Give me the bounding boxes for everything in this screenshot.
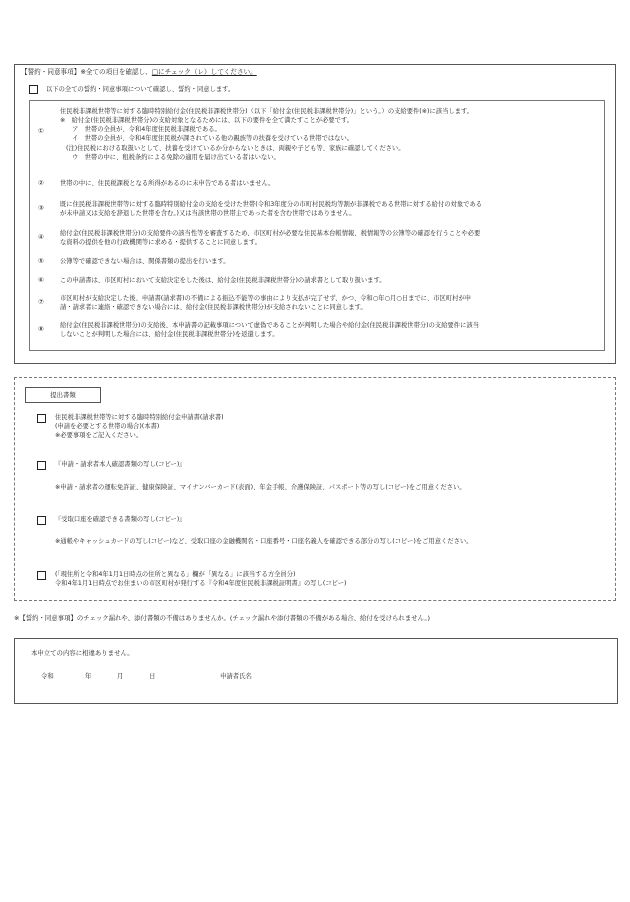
- item-line: (注)住民税における取扱いとして、扶養を受けているか分からないときは、両親や子ども等、家族に確認してください。: [66, 144, 405, 152]
- item-number: ⑤: [38, 257, 44, 265]
- declaration-statement: 本申立ての内容に相違ありません。: [31, 649, 134, 657]
- oath-items-box: [29, 100, 605, 351]
- documents-section: [14, 377, 616, 601]
- item-line: が未申請又は支給を辞退した世帯を含む。)又は当該世帯の世帯主であった者を含む世帯ではありません。: [60, 210, 356, 218]
- agree-all-label: 以下の全ての誓約・同意事項について確認し、誓約・同意します。: [46, 86, 235, 93]
- agree-all-row[interactable]: [29, 85, 234, 94]
- item-number: ⑧: [38, 325, 44, 333]
- item-number: ②: [38, 179, 44, 187]
- item-text: [60, 229, 596, 247]
- item-line: ア 世帯の全員が、令和4年度住民税非課税である。: [72, 126, 221, 134]
- item-line: ※ 給付金(住民税非課税世帯分)の支給対象となるためには、以下の要件を全て満たすことが必要です。: [60, 117, 354, 125]
- oath-title-instruction: □にチェック（レ）してください。: [151, 68, 257, 76]
- document-line: (申請を必要とする世帯の場合)(本書): [55, 423, 160, 431]
- oath-title: [21, 68, 257, 78]
- item-line: 世帯の中に、住民税課税となる所得があるのに未申告である者はいません。: [60, 180, 275, 187]
- item-number: ⑦: [38, 298, 44, 306]
- item-line: ウ 世帯の中に、租税条約による免除の適用を届け出ている者はいない。: [72, 153, 280, 161]
- date-month: 月: [117, 672, 124, 680]
- oath-section: [14, 64, 616, 364]
- item-text: [60, 294, 596, 312]
- item-line: しないことが判明した場合には、給付金(住民税非課税世帯分)を返還します。: [60, 331, 279, 339]
- document-text: [55, 515, 601, 524]
- document-checkbox[interactable]: [37, 571, 46, 580]
- item-line: 給付金(住民税非課税世帯分)の支給要件の該当性等を審査するため、市区町村が必要な住民基本台帳情報、税情報等の公簿等の確認を行うことや必要: [60, 230, 481, 237]
- document-checkbox[interactable]: [37, 461, 46, 470]
- document-checkbox[interactable]: [37, 414, 46, 423]
- document-line: 『受取口座を確認できる書類の写し(コピー)』: [55, 516, 186, 523]
- item-line: 請・請求者に連絡・確認できない場合には、給付金(住民税非課税世帯分)が支給されないことに同意します。: [60, 304, 367, 312]
- oath-title-prefix: 【誓約・同意事項】※全ての項目を確認し、: [21, 68, 152, 76]
- document-line: (「現住所と令和4年1月1日時点の住所と異なる」欄が「異なる」に該当する方全員分): [55, 571, 296, 578]
- item-line: な資料の提供を他の行政機関等に求める・提供することに同意します。: [60, 239, 261, 247]
- item-text: [60, 257, 596, 266]
- document-text: [55, 413, 601, 440]
- bank-account-note: [55, 537, 595, 546]
- date-era: 令和: [41, 672, 54, 680]
- item-text: [60, 179, 596, 188]
- item-line: イ 世帯の全員が、令和4年度住民税が課されている他の親族等の扶養を受けている世帯ではない。: [72, 135, 354, 143]
- item-line: この申請書は、市区町村において支給決定をした後は、給付金(住民税非課税世帯分)の請求書として取り扱います。: [60, 277, 386, 284]
- document-checkbox[interactable]: [37, 516, 46, 525]
- item-text: [60, 321, 596, 339]
- item-number: ①: [38, 127, 44, 135]
- agree-all-checkbox[interactable]: [29, 85, 38, 94]
- check-warning: ※【誓約・同意事項】のチェック漏れや、添付書類の不備はありませんか。(チェック漏れや添付書類の不備がある場合、給付を受けられません。): [14, 614, 431, 622]
- item-line: 公簿等で確認できない場合は、関係書類の提出を行います。: [60, 258, 230, 265]
- documents-label: 提出書類: [25, 387, 101, 403]
- document-note: ※申請・請求者の運転免許証、健康保険証、マイナンバーカード(表面)、年金手帳、介護保険証、パスポート等の写し(コピー)をご用意ください。: [55, 484, 466, 491]
- item-number: ③: [38, 204, 44, 212]
- item-text: [60, 107, 596, 162]
- document-line: 『申請・請求者本人確認書類の写し(コピー)』: [55, 461, 186, 468]
- document-text: [55, 570, 601, 588]
- document-line: 令和4年1月1日時点でお住まいの市区町村が発行する『令和4年度住民税非課税証明書』の写し(コピー): [55, 580, 347, 588]
- item-line: 既に住民税非課税世帯等に対する臨時特別給付金の支給を受けた世帯(令和3年度分の市町村民税均等割が非課税である世帯に対する給付の対象である: [60, 201, 483, 208]
- item-text: [60, 200, 596, 218]
- date-day: 日: [149, 672, 156, 680]
- identity-note: [55, 483, 601, 492]
- item-line: 市区町村が支給決定した後、申請書(請求書)の不備による振込不能等の事由により支払が完了せず、かつ、令和○年○月○日までに、市区町村が申: [60, 295, 472, 302]
- item-number: ④: [38, 233, 44, 241]
- item-line: 住民税非課税世帯等に対する臨時特別給付金(住民税非課税世帯分)（以下「給付金(住民税非課税世帯分)」という。）の支給要件(※)に該当します。: [60, 108, 474, 115]
- declaration-section: [14, 638, 618, 704]
- item-number: ⑥: [38, 276, 44, 284]
- applicant-name-label: 申請者氏名: [220, 672, 252, 680]
- document-note: ※通帳やキャッシュカードの写し(コピー)など、受取口座の金融機関名・口座番号・口座名義人を確認できる部分の写し(コピー)をご用意ください。: [55, 538, 473, 545]
- item-text: [60, 276, 596, 285]
- document-text: [55, 460, 601, 469]
- document-line: 住民税非課税世帯等に対する臨時特別給付金申請書(請求書): [55, 414, 224, 421]
- document-line: ※必要事項をご記入ください。: [55, 432, 143, 440]
- date-year: 年: [85, 672, 92, 680]
- item-line: 給付金(住民税非課税世帯分)の支給後、本申請書の記載事項について虚偽であることが判明した場合や給付金(住民税非課税世帯分)の支給要件に該当: [60, 322, 479, 329]
